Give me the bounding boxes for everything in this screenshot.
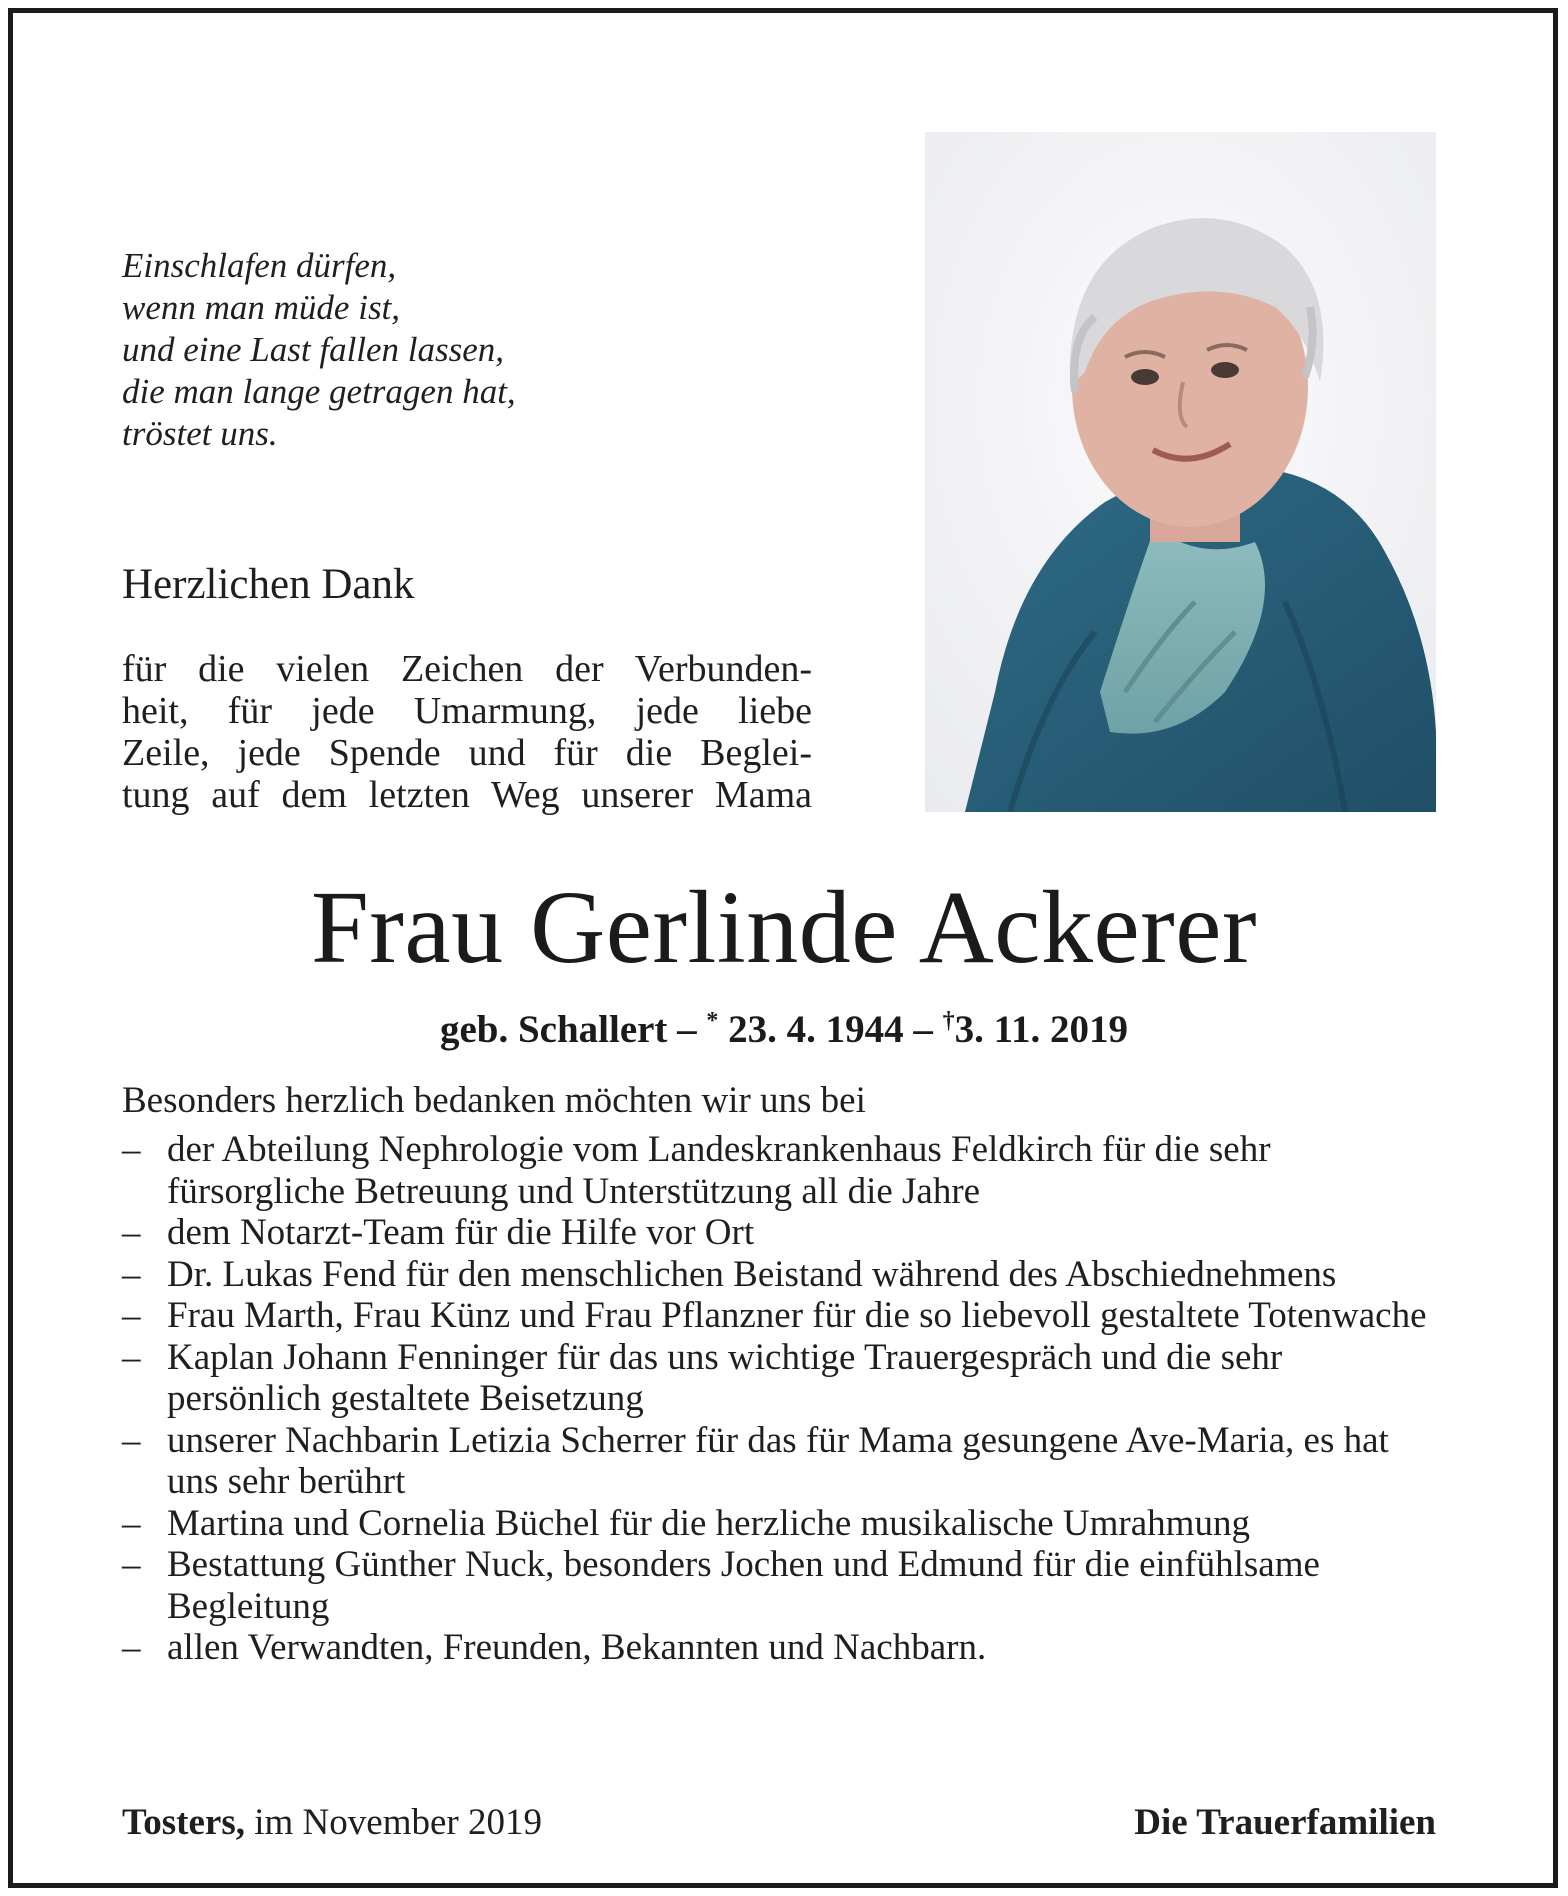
dash: – xyxy=(122,1419,141,1461)
maiden-name: geb. Schallert xyxy=(439,1008,668,1051)
verse-line: tröstet uns. xyxy=(122,414,278,453)
list-item xyxy=(122,1254,1438,1296)
list-item-text: Dr. Lukas Fend für den menschlichen Beistand während des Abschiednehmens xyxy=(167,1253,1337,1295)
verse-line: die man lange getragen hat, xyxy=(122,372,516,411)
verse-line: und eine Last fallen lassen, xyxy=(122,330,505,369)
list-item-text: Bestattung Günther Nuck, besonders Jochen und Edmund für die einfühlsame Begleitung xyxy=(167,1544,1320,1627)
birth-date: 23. 4. 1944 xyxy=(728,1008,904,1051)
list-item xyxy=(122,1544,1438,1627)
thanks-paragraph-line: Zeile, jede Spende und für die Beglei- xyxy=(122,732,812,774)
dash: – xyxy=(122,1212,141,1253)
list-item xyxy=(122,1420,1438,1503)
death-date: 3. 11. 2019 xyxy=(954,1008,1129,1051)
footer-signature: Die Trauerfamilien xyxy=(1134,1802,1436,1843)
list-item-text: dem Notarzt-Team für die Hilfe vor Ort xyxy=(167,1212,755,1253)
footer-date: im November 2019 xyxy=(254,1802,542,1843)
thanks-list xyxy=(122,1129,1438,1669)
deceased-name: Frau Gerlinde Ackerer xyxy=(310,870,1258,985)
death-symbol: † xyxy=(942,1008,955,1034)
list-item xyxy=(122,1337,1438,1420)
verse-line: wenn man müde ist, xyxy=(122,288,401,327)
footer-place: Tosters, xyxy=(122,1802,245,1843)
portrait-illustration xyxy=(925,132,1436,812)
thanks-heading: Herzlichen Dank xyxy=(122,561,415,608)
list-item xyxy=(122,1129,1438,1212)
dash: – xyxy=(122,1129,141,1170)
thanks-intro: Besonders herzlich bedanken möchten wir uns bei xyxy=(122,1080,866,1121)
list-item-text: der Abteilung Nephrologie vom Landeskrankenhaus Feldkirch für die sehr fürsorgliche Betreuung und Unterstützung all die Jahre xyxy=(167,1129,1271,1212)
list-item xyxy=(122,1212,1438,1254)
list-item-text: Martina und Cornelia Büchel für die herzliche musikalische Umrahmung xyxy=(167,1502,1250,1544)
list-item xyxy=(122,1295,1438,1337)
thanks-paragraph-line: tung auf dem letzten Weg unserer Mama xyxy=(122,774,812,816)
portrait-photo xyxy=(925,132,1436,812)
separator: – xyxy=(913,1008,943,1051)
list-item-text: Kaplan Johann Fenninger für das uns wichtige Trauergespräch und die sehr persönlich gestaltete Beisetzung xyxy=(167,1336,1283,1419)
dash: – xyxy=(122,1502,141,1544)
dash: – xyxy=(122,1336,141,1378)
dash: – xyxy=(122,1544,141,1585)
dash: – xyxy=(122,1295,141,1336)
thanks-paragraph xyxy=(122,648,812,816)
verse-line: Einschlafen dürfen, xyxy=(122,246,397,285)
verse xyxy=(122,245,682,455)
thanks-paragraph-line: heit, für jede Umarmung, jede liebe xyxy=(122,690,812,732)
dash: – xyxy=(122,1253,141,1295)
footer-place-date xyxy=(122,1800,542,1846)
list-item-text: Frau Marth, Frau Künz und Frau Pflanzner für die so liebevoll gestaltete Totenwache xyxy=(167,1295,1427,1336)
birth-symbol: * xyxy=(706,1008,719,1034)
list-item xyxy=(122,1503,1438,1545)
list-item-text: unserer Nachbarin Letizia Scherrer für das für Mama gesungene Ave-Maria, es hat uns sehr berührt xyxy=(167,1419,1389,1502)
separator: – xyxy=(677,1008,707,1051)
thanks-paragraph-line: für die vielen Zeichen der Verbunden- xyxy=(122,648,812,690)
list-item xyxy=(122,1627,1438,1669)
life-dates xyxy=(0,996,1568,1055)
dash: – xyxy=(122,1627,141,1668)
list-item-text: allen Verwandten, Freunden, Bekannten und Nachbarn. xyxy=(167,1627,987,1668)
